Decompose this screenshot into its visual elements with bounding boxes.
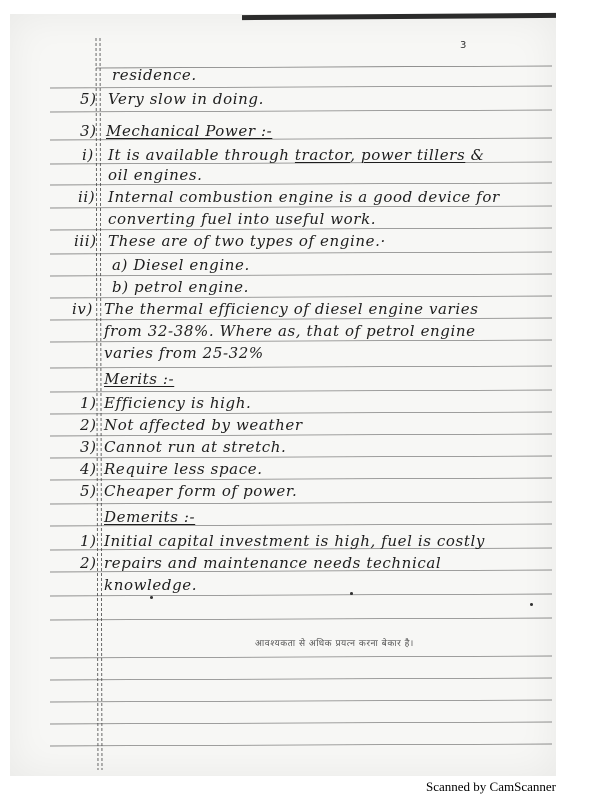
prev-item-5-text: Very slow in doing. <box>108 90 264 108</box>
ink-speck <box>530 603 533 606</box>
merit-number: 5) <box>80 482 97 500</box>
section-heading-mechanical-power: Mechanical Power :- <box>106 122 273 140</box>
merit-number: 3) <box>80 438 97 456</box>
page-number: 3 <box>460 40 467 51</box>
point-number: ii) <box>78 188 96 206</box>
point-number: i) <box>82 146 94 164</box>
point-i-text-a: It is available through <box>108 146 295 164</box>
demerit-number: 1) <box>80 532 97 550</box>
merit-item: Require less space. <box>104 460 263 478</box>
merits-heading: Merits :- <box>104 370 175 388</box>
demerit-number: 2) <box>80 554 97 572</box>
merit-item: Cheaper form of power. <box>104 482 298 500</box>
point-iii-line1: These are of two types of engine.· <box>108 232 386 250</box>
merit-item: Cannot run at stretch. <box>104 438 287 456</box>
ink-speck <box>150 596 153 599</box>
merit-number: 1) <box>80 394 97 412</box>
point-i-power-tillers: power tillers <box>361 146 466 164</box>
merit-item: Not affected by weather <box>104 416 303 434</box>
point-iii-sub-a: a) Diesel engine. <box>112 256 250 274</box>
merit-item: Efficiency is high. <box>104 394 252 412</box>
demerit-item: repairs and maintenance needs technical <box>104 554 442 572</box>
ink-speck <box>350 592 353 595</box>
merit-number: 4) <box>80 460 97 478</box>
item-number: 5) <box>80 90 97 108</box>
demerits-heading: Demerits :- <box>104 508 196 526</box>
point-i-line2: oil engines. <box>108 166 203 184</box>
point-iv-line1: The thermal efficiency of diesel engine varies <box>104 300 479 318</box>
point-iv-line2: from 32-38%. Where as, that of petrol engine <box>104 322 476 340</box>
section-number: 3) <box>80 122 97 140</box>
prev-item-tail: residence. <box>112 66 197 84</box>
point-i-text-c: & <box>465 146 485 164</box>
merit-number: 2) <box>80 416 97 434</box>
point-i-text-b: , <box>350 146 361 164</box>
printed-footer-quote: आवश्यकता से अधिक प्रयत्न करना बेकार है। <box>255 639 414 649</box>
scanner-watermark: Scanned by CamScanner <box>426 779 556 794</box>
point-i-line1 <box>108 146 485 164</box>
point-ii-line1: Internal combustion engine is a good device for <box>108 188 500 206</box>
point-number: iii) <box>74 232 97 250</box>
point-iv-line3: varies from 25-32% <box>104 344 264 362</box>
point-ii-line2: converting fuel into useful work. <box>108 210 377 228</box>
point-i-tractor: tractor <box>294 146 351 164</box>
point-iii-sub-b: b) petrol engine. <box>112 278 249 296</box>
point-number: iv) <box>72 300 93 318</box>
demerit-item: Initial capital investment is high, fuel is costly <box>104 532 485 550</box>
demerit-continuation: knowledge. <box>104 576 198 594</box>
